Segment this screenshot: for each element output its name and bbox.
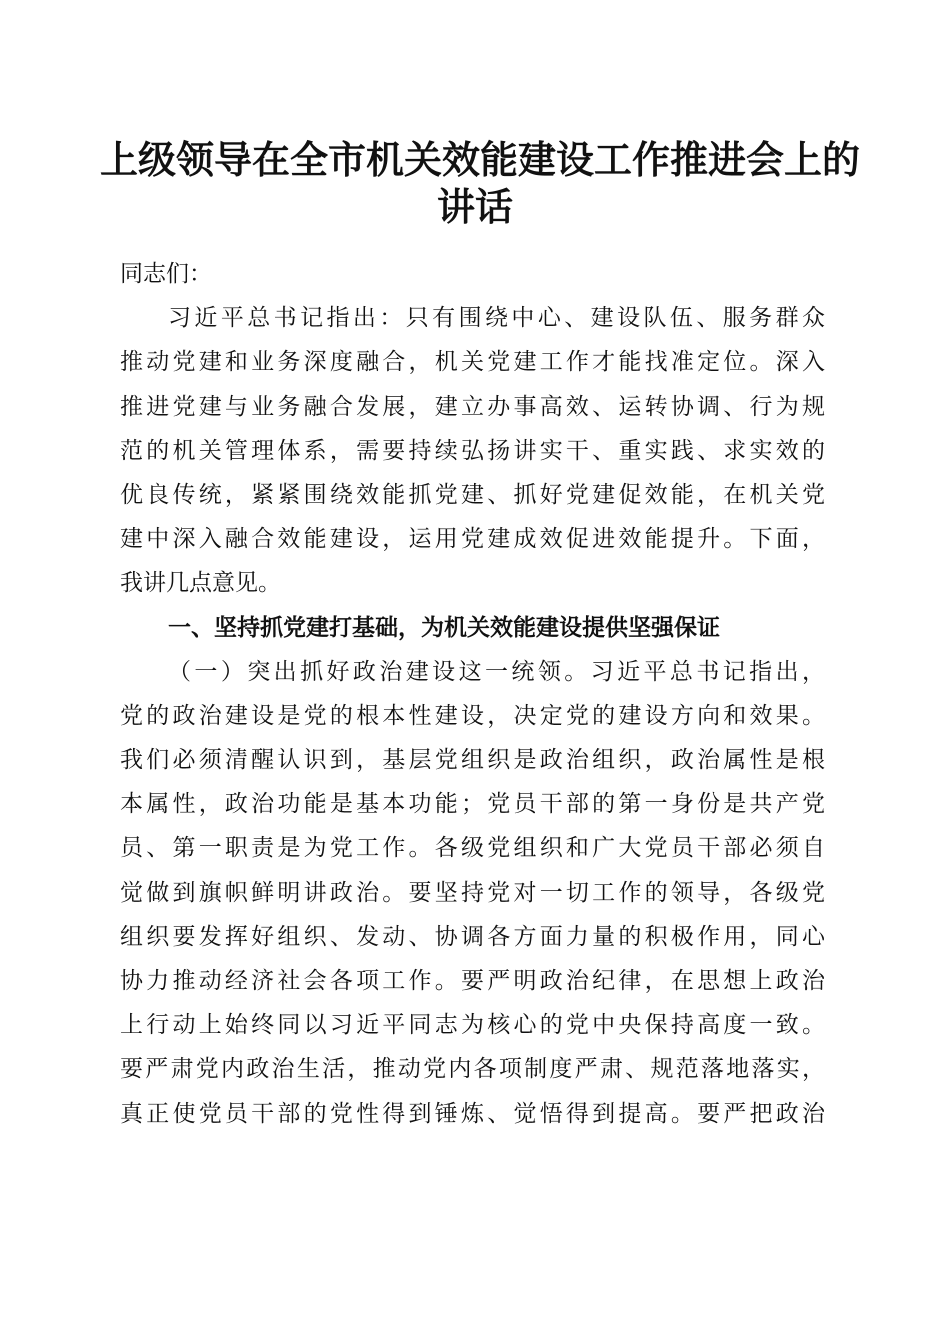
paragraph-line: 范的机关管理体系，需要持续弘扬讲实干、重实践、求实效的 bbox=[120, 437, 825, 464]
paragraph-line: 推进党建与业务融合发展，建立办事高效、运转协调、行为规 bbox=[120, 393, 825, 420]
paragraph-line: （一）突出抓好政治建设这一统领。习近平总书记指出， bbox=[168, 658, 825, 685]
paragraph-line: 党的政治建设是党的根本性建设，决定党的建设方向和效果。 bbox=[120, 702, 825, 729]
paragraph-line: 建中深入融合效能建设，运用党建成效促进效能提升。下面， bbox=[120, 526, 825, 553]
salutation: 同志们： bbox=[120, 261, 212, 287]
title-line-2: 讲话 bbox=[436, 184, 513, 229]
paragraph-line: 协力推动经济社会各项工作。要严明政治纪律，在思想上政治 bbox=[120, 968, 825, 994]
paragraph-line: 觉做到旗帜鲜明讲政治。要坚持党对一切工作的领导，各级党 bbox=[120, 879, 825, 906]
paragraph-line: 员、第一职责是为党工作。各级党组织和广大党员干部必须自 bbox=[120, 835, 825, 862]
document-body bbox=[120, 252, 825, 1136]
section-paragraph bbox=[120, 650, 825, 1136]
paragraph-line: 优良传统，紧紧围绕效能抓党建、抓好党建促效能，在机关党 bbox=[120, 481, 825, 508]
paragraph-line: 推动党建和业务深度融合，机关党建工作才能找准定位。深入 bbox=[120, 349, 825, 376]
section-heading: 一、坚持抓党建打基础，为机关效能建设提供坚强保证 bbox=[168, 614, 720, 641]
paragraph-line: 本属性，政治功能是基本功能；党员干部的第一身份是共产党 bbox=[120, 791, 825, 818]
paragraph-line: 真正使党员干部的党性得到锤炼、觉悟得到提高。要严把政治 bbox=[120, 1100, 825, 1127]
intro-paragraph bbox=[120, 296, 825, 605]
paragraph-line: 习近平总书记指出：只有围绕中心、建设队伍、服务群众 bbox=[168, 305, 825, 332]
paragraph-line: 我讲几点意见。 bbox=[120, 570, 281, 597]
title-line-1: 上级领导在全市机关效能建设工作推进会上的 bbox=[100, 137, 861, 182]
paragraph-line: 我们必须清醒认识到，基层党组织是政治组织，政治属性是根 bbox=[120, 747, 825, 774]
paragraph-line: 上行动上始终同以习近平同志为核心的党中央保持高度一致。 bbox=[120, 1012, 825, 1039]
paragraph-line: 要严肃党内政治生活，推动党内各项制度严肃、规范落地落实， bbox=[120, 1056, 825, 1083]
document-title bbox=[100, 136, 861, 230]
paragraph-line: 组织要发挥好组织、发动、协调各方面力量的积极作用，同心 bbox=[120, 923, 825, 950]
